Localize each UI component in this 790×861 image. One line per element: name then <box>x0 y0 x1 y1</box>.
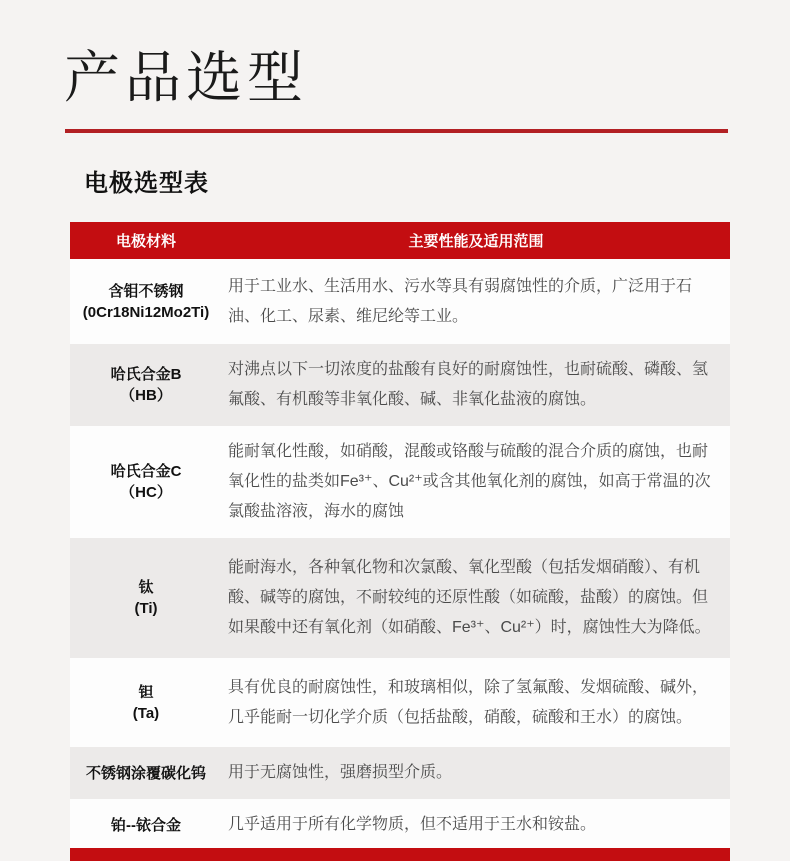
table-header-row <box>70 222 730 259</box>
title-divider-line <box>65 129 728 133</box>
header-cell-performance: 主要性能及适用范围 <box>408 233 544 251</box>
material-cell <box>70 455 222 509</box>
row-description: 对沸点以下一切浓度的盐酸有良好的耐腐蚀性，也耐硫酸、磷酸、氢氟酸、有机酸等非氧化酸、碱、非氧化盐液的腐蚀。 <box>228 361 709 409</box>
material-name: 哈氏合金B <box>110 366 182 384</box>
section-title: 电极选型表 <box>84 170 209 198</box>
material-name: 含钼不锈钢 <box>108 282 184 300</box>
material-name: 钛 <box>138 579 154 597</box>
material-name: 铂--铱合金 <box>111 816 181 834</box>
material-name: 哈氏合金C <box>110 463 182 481</box>
row-description: 能耐氧化性酸，如硝酸，混酸或铬酸与硫酸的混合介质的腐蚀，也耐氧化性的盐类如Fe³⁺、Cu²⁺或含其他氧化剂的腐蚀，如高于常温的次氯酸盐溶液，海水的腐蚀 <box>228 443 711 521</box>
material-cell <box>70 676 222 730</box>
table-row-platinum-iridium <box>70 799 730 851</box>
material-code: (Ta) <box>132 704 160 722</box>
table-row-hastelloy-b <box>70 344 730 426</box>
row-description: 能耐海水，各种氧化物和次氯酸、氧化型酸（包括发烟硝酸）、有机酸、碱等的腐蚀，不耐较纯的还原性酸（如硫酸，盐酸）的腐蚀。但如果酸中还有氧化剂（如硝酸、Fe³⁺、Cu²⁺）时，腐蚀性大为降低。 <box>228 559 711 637</box>
next-section-header-bar <box>70 848 730 861</box>
material-code: (Ti) <box>134 600 158 618</box>
material-cell <box>70 275 222 329</box>
material-code: （HB） <box>120 387 172 405</box>
row-description: 用于工业水、生活用水、污水等具有弱腐蚀性的介质，广泛用于石油、化工、尿素、维尼纶等工业。 <box>228 277 693 325</box>
table-row-titanium <box>70 538 730 658</box>
row-description: 具有优良的耐腐蚀性，和玻璃相似，除了氢氟酸、发烟硫酸、碱外，几乎能耐一切化学介质（包括盐酸，硝酸，硫酸和王水）的腐蚀。 <box>228 678 709 726</box>
table-row-tantalum <box>70 658 730 747</box>
material-code: （HC） <box>120 484 172 502</box>
material-name: 不锈钢涂覆碳化钨 <box>85 764 206 782</box>
header-cell-material: 电极材料 <box>115 233 176 251</box>
row-description: 几乎适用于所有化学物质，但不适用于王水和铵盐。 <box>228 816 597 834</box>
table-row-tungsten-carbide-coated <box>70 747 730 799</box>
electrode-selection-table <box>70 222 730 851</box>
material-cell <box>70 809 222 842</box>
material-cell <box>70 571 222 625</box>
row-description: 用于无腐蚀性，强磨损型介质。 <box>228 764 453 782</box>
page-title: 产品选型 <box>64 46 308 109</box>
material-name: 钽 <box>138 683 154 701</box>
material-cell <box>70 757 222 790</box>
table-row-mo-stainless-steel <box>70 259 730 344</box>
material-code: (0Cr18Ni12Mo2Ti) <box>82 303 210 321</box>
material-cell <box>70 358 222 412</box>
table-row-hastelloy-c <box>70 426 730 538</box>
